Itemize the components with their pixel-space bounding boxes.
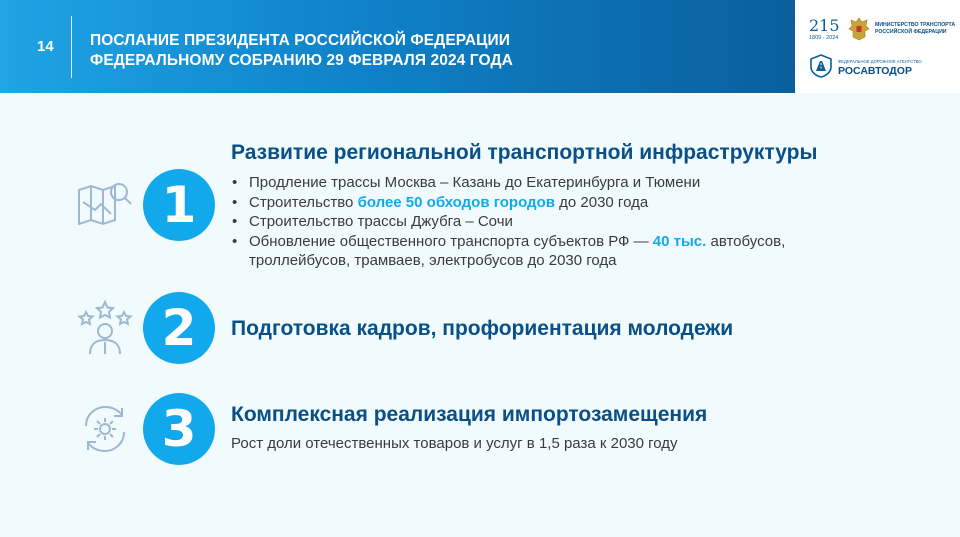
section-3-number: 3 (143, 393, 215, 465)
section-2-title: Подготовка кадров, профориентация молодежи (231, 317, 734, 340)
header-banner (0, 0, 795, 93)
list-item: • Продление трассы Москва – Казань до Екатеринбурга и Тюмени (231, 173, 785, 193)
list-item: • Строительство более 50 обходов городов до 2030 года (231, 193, 785, 213)
map-search-icon (77, 180, 133, 228)
page-title (90, 31, 513, 71)
ministry-logo-text (875, 22, 957, 35)
list-item: • Строительство трассы Джубга – Сочи (231, 212, 785, 232)
section-3-title: Комплексная реализация импортозамещения (231, 403, 708, 426)
ministry-line-2: РОССИЙСКОЙ ФЕДЕРАЦИИ (875, 28, 947, 35)
header-divider (71, 16, 72, 78)
section-1-number: 1 (143, 169, 215, 241)
highlight-text: более 50 обходов городов (357, 193, 555, 211)
page-title-line-2: ФЕДЕРАЛЬНОМУ СОБРАНИЮ 29 ФЕВРАЛЯ 2024 ГОДА (90, 52, 513, 69)
section-2-number: 2 (143, 292, 215, 364)
section-3-text: Рост доли отечественных товаров и услуг в 1,5 раза к 2030 году (231, 435, 678, 452)
agency-small-text: ФЕДЕРАЛЬНОЕ ДОРОЖНОЕ АГЕНТСТВО (838, 59, 922, 64)
anniversary-logo-years: 1809 - 2024 (809, 35, 839, 41)
section-1-bullets (231, 173, 785, 271)
coat-of-arms-icon (847, 16, 871, 42)
rosavtodor-logo-text: РОСАВТОДОР (838, 65, 912, 77)
page-title-line-1: ПОСЛАНИЕ ПРЕЗИДЕНТА РОССИЙСКОЙ ФЕДЕРАЦИИ (90, 32, 511, 49)
page-number: 14 (37, 38, 54, 55)
rosavtodor-emblem-icon (809, 54, 833, 78)
section-1-title: Развитие региональной транспортной инфраструктуры (231, 141, 818, 164)
logo-panel (795, 0, 960, 93)
list-item: • Обновление общественного транспорта субъектов РФ — 40 тыс. автобусов, троллейбусов, трамваев, электробусов до 2030 года (231, 232, 785, 271)
highlight-text: 40 тыс. (652, 232, 707, 250)
gear-cycle-icon (78, 404, 132, 454)
anniversary-logo-number: 215 (809, 16, 840, 35)
person-stars-icon (76, 300, 134, 356)
ministry-line-1: МИНИСТЕРСТВО ТРАНСПОРТА (875, 22, 956, 28)
